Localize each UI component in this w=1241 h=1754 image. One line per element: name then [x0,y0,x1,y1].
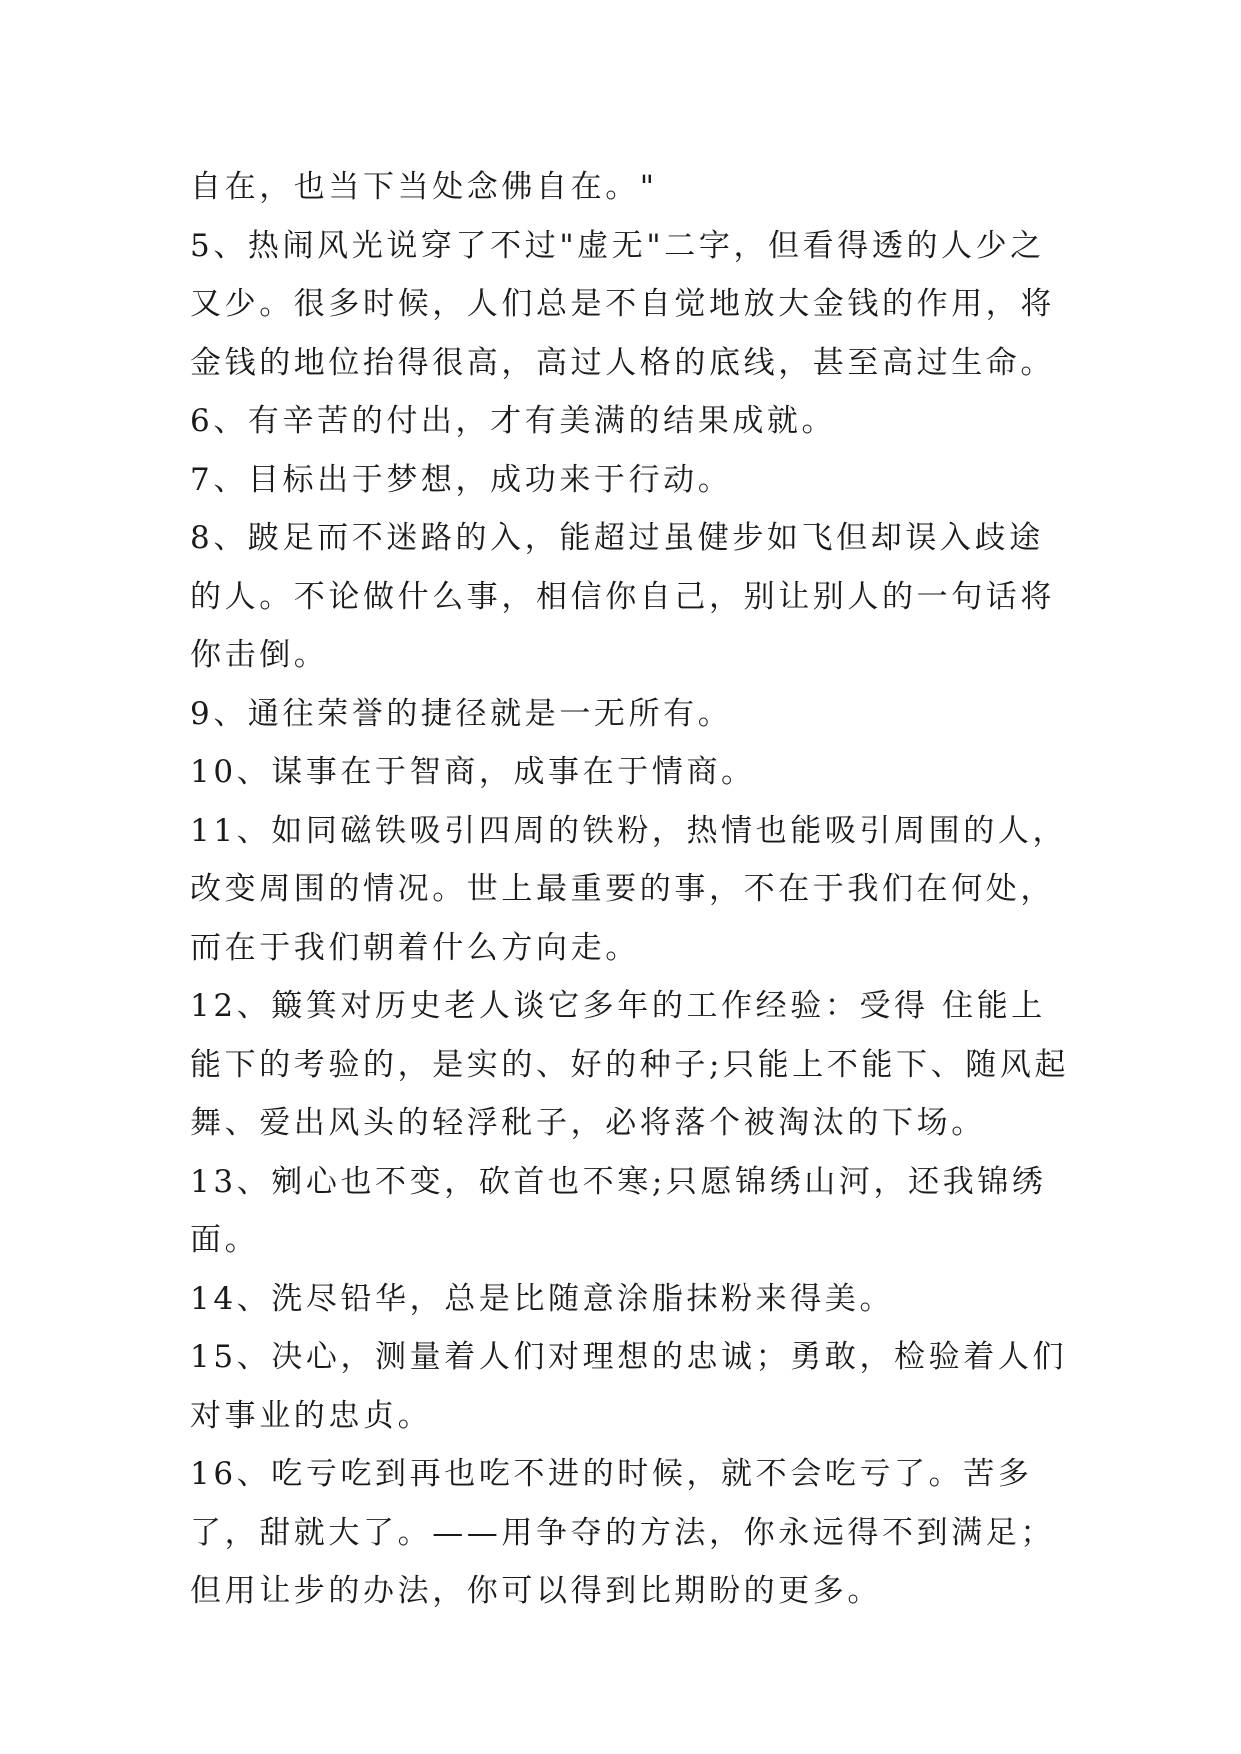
document-body [190,158,1070,1621]
paragraph-item-10: 10、谋事在于智商，成事在于情商。 [190,754,756,790]
paragraph-item-8: 8、跛足而不迷路的入，能超过虽健步如飞但却误入歧途的人。不论做什么事，相信你自己，别让别人的一句话将你击倒。 [190,520,1055,673]
paragraph-item-16: 16、吃亏吃到再也吃不进的时候，就不会吃亏了。苦多了，甜就大了。——用争夺的方法，你永远得不到满足；但用让步的办法，你可以得到比期盼的更多。 [190,1456,1055,1609]
paragraph-item-13: 13、剜心也不变，砍首也不寒;只愿锦绣山河，还我锦绣面。 [190,1163,1047,1258]
paragraph-item-12: 12、簸箕对历史老人谈它多年的工作经验：受得 住能上能下的考验的，是实的、好的种子;只能上不能下、随风起舞、爱出风头的轻浮秕子，必将落个被淘汰的下场。 [190,988,1070,1141]
paragraph-item-5: 5、热闹风光说穿了不过"虚无"二字，但看得透的人少之又少。很多时候，人们总是不自觉地放大金钱的作用，将金钱的地位抬得很高，高过人格的底线，甚至高过生命。 [190,227,1055,381]
paragraph-item-9: 9、通往荣誉的捷径就是一无所有。 [190,695,733,732]
paragraph-item-14: 14、洗尽铅华，总是比随意涂脂抹粉来得美。 [190,1280,895,1317]
paragraph-continuation: 自在，也当下当处念佛自在。" [190,169,658,205]
paragraph-item-11: 11、如同磁铁吸引四周的铁粉，热情也能吸引周围的人，改变周围的情况。世上最重要的事，不在于我们在何处，而在于我们朝着什么方向走。 [190,812,1068,966]
paragraph-item-7: 7、目标出于梦想，成功来于行动。 [190,461,733,498]
paragraph-item-15: 15、决心，测量着人们对理想的忠诚；勇敢，检验着人们对事业的忠贞。 [190,1339,1068,1434]
paragraph-item-6: 6、有辛苦的付出，才有美满的结果成就。 [190,403,837,439]
